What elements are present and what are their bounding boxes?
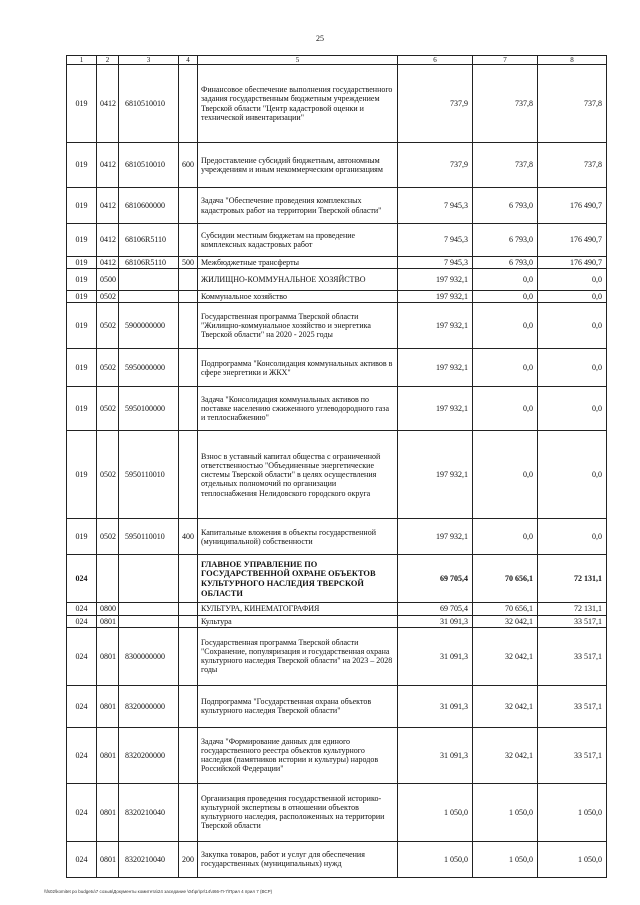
description-cell: Подпрограмма "Консолидация коммунальных активов в сфере энергетики и ЖКХ" bbox=[198, 349, 398, 387]
header-col-3: 3 bbox=[119, 56, 179, 65]
amount-year3-cell: 1 050,0 bbox=[538, 783, 607, 841]
amount-year1-cell: 69 705,4 bbox=[398, 603, 473, 615]
code-admin-cell: 019 bbox=[67, 303, 97, 349]
amount-year3-cell: 33 517,1 bbox=[538, 727, 607, 783]
file-path-footer: \\fs02\komitet po budgetu\7 созыв\Документы комитета\24 заседание \04\pr\pr\14\466-П-7\Прил 4 прил 7 (ВСР) bbox=[44, 889, 273, 894]
code-admin-cell: 024 bbox=[67, 783, 97, 841]
code-target-article-cell bbox=[119, 555, 179, 603]
table-body bbox=[67, 65, 607, 878]
column-number-row bbox=[67, 56, 607, 65]
table-row bbox=[67, 555, 607, 603]
table-row bbox=[67, 727, 607, 783]
amount-year1-cell: 197 932,1 bbox=[398, 519, 473, 555]
amount-year3-cell: 176 490,7 bbox=[538, 257, 607, 269]
code-expense-type-cell bbox=[179, 303, 198, 349]
code-expense-type-cell: 200 bbox=[179, 841, 198, 877]
code-section-cell: 0502 bbox=[97, 349, 119, 387]
code-admin-cell: 024 bbox=[67, 603, 97, 615]
code-admin-cell: 024 bbox=[67, 727, 97, 783]
table-row bbox=[67, 349, 607, 387]
amount-year1-cell: 69 705,4 bbox=[398, 555, 473, 603]
code-section-cell bbox=[97, 555, 119, 603]
description-cell: ГЛАВНОЕ УПРАВЛЕНИЕ ПО ГОСУДАРСТВЕННОЙ ОХРАНЕ ОБЪЕКТОВ КУЛЬТУРНОГО НАСЛЕДИЯ ТВЕРСКОЙ ОБЛАСТИ bbox=[198, 555, 398, 603]
code-target-article-cell bbox=[119, 603, 179, 615]
code-target-article-cell: 5900000000 bbox=[119, 303, 179, 349]
table-row bbox=[67, 224, 607, 257]
amount-year1-cell: 1 050,0 bbox=[398, 841, 473, 877]
code-admin-cell: 019 bbox=[67, 224, 97, 257]
code-expense-type-cell bbox=[179, 188, 198, 224]
table-row bbox=[67, 685, 607, 727]
code-admin-cell: 019 bbox=[67, 188, 97, 224]
amount-year2-cell: 0,0 bbox=[473, 387, 538, 431]
description-cell: Закупка товаров, работ и услуг для обеспечения государственных (муниципальных) нужд bbox=[198, 841, 398, 877]
code-section-cell: 0412 bbox=[97, 224, 119, 257]
code-target-article-cell: 68106R5110 bbox=[119, 257, 179, 269]
amount-year3-cell: 0,0 bbox=[538, 291, 607, 303]
amount-year1-cell: 197 932,1 bbox=[398, 431, 473, 519]
code-section-cell: 0502 bbox=[97, 387, 119, 431]
header-col-1: 1 bbox=[67, 56, 97, 65]
header-col-8: 8 bbox=[538, 56, 607, 65]
header-col-7: 7 bbox=[473, 56, 538, 65]
amount-year1-cell: 197 932,1 bbox=[398, 291, 473, 303]
description-cell: Субсидии местным бюджетам на проведение комплексных кадастровых работ bbox=[198, 224, 398, 257]
code-admin-cell: 019 bbox=[67, 269, 97, 291]
amount-year2-cell: 0,0 bbox=[473, 291, 538, 303]
table-row bbox=[67, 615, 607, 627]
table-row bbox=[67, 841, 607, 877]
table-row bbox=[67, 257, 607, 269]
description-cell: ЖИЛИЩНО-КОММУНАЛЬНОЕ ХОЗЯЙСТВО bbox=[198, 269, 398, 291]
table-row bbox=[67, 519, 607, 555]
amount-year3-cell: 72 131,1 bbox=[538, 603, 607, 615]
amount-year2-cell: 1 050,0 bbox=[473, 841, 538, 877]
code-target-article-cell: 5950000000 bbox=[119, 349, 179, 387]
code-target-article-cell: 5950110010 bbox=[119, 431, 179, 519]
description-cell: Задача "Формирование данных для единого государственного реестра объектов культурного наследия (памятников истории и культуры) народов Российской Федерации" bbox=[198, 727, 398, 783]
amount-year1-cell: 197 932,1 bbox=[398, 349, 473, 387]
code-admin-cell: 024 bbox=[67, 615, 97, 627]
code-section-cell: 0801 bbox=[97, 783, 119, 841]
code-admin-cell: 019 bbox=[67, 257, 97, 269]
description-cell: Межбюджетные трансферты bbox=[198, 257, 398, 269]
amount-year1-cell: 197 932,1 bbox=[398, 387, 473, 431]
code-expense-type-cell bbox=[179, 615, 198, 627]
amount-year1-cell: 7 945,3 bbox=[398, 257, 473, 269]
description-cell: Задача "Обеспечение проведения комплексных кадастровых работ на территории Тверской области" bbox=[198, 188, 398, 224]
description-cell: Предоставление субсидий бюджетным, автономным учреждениям и иным некоммерческим организациям bbox=[198, 143, 398, 188]
amount-year2-cell: 32 042,1 bbox=[473, 685, 538, 727]
code-target-article-cell: 6810600000 bbox=[119, 188, 179, 224]
description-cell: Государственная программа Тверской области "Жилищно-коммунальное хозяйство и энергетика Тверской области" на 2020 - 2025 годы bbox=[198, 303, 398, 349]
code-admin-cell: 024 bbox=[67, 627, 97, 685]
amount-year2-cell: 32 042,1 bbox=[473, 627, 538, 685]
amount-year3-cell: 737,8 bbox=[538, 65, 607, 143]
description-cell: Финансовое обеспечение выполнения государственного задания государственным бюджетным учреждением Тверской области "Центр кадастровой оценки и технической инвентаризации" bbox=[198, 65, 398, 143]
code-section-cell: 0502 bbox=[97, 431, 119, 519]
amount-year1-cell: 7 945,3 bbox=[398, 188, 473, 224]
amount-year3-cell: 737,8 bbox=[538, 143, 607, 188]
code-expense-type-cell bbox=[179, 603, 198, 615]
description-cell: Государственная программа Тверской области "Сохранение, популяризация и государственная охрана культурного наследия Тверской области" на 2023 – 2028 годы bbox=[198, 627, 398, 685]
table-row bbox=[67, 291, 607, 303]
amount-year2-cell: 6 793,0 bbox=[473, 188, 538, 224]
amount-year1-cell: 31 091,3 bbox=[398, 627, 473, 685]
code-expense-type-cell bbox=[179, 685, 198, 727]
code-expense-type-cell bbox=[179, 269, 198, 291]
table-row bbox=[67, 143, 607, 188]
code-section-cell: 0502 bbox=[97, 303, 119, 349]
amount-year2-cell: 1 050,0 bbox=[473, 783, 538, 841]
table-row bbox=[67, 65, 607, 143]
description-cell: Организация проведения государственной историко-культурной экспертизы в отношении объектов культурного наследия, расположенных на территории Тверской области bbox=[198, 783, 398, 841]
amount-year3-cell: 0,0 bbox=[538, 519, 607, 555]
code-section-cell: 0801 bbox=[97, 727, 119, 783]
code-target-article-cell: 6810510010 bbox=[119, 65, 179, 143]
amount-year3-cell: 176 490,7 bbox=[538, 188, 607, 224]
amount-year1-cell: 7 945,3 bbox=[398, 224, 473, 257]
amount-year3-cell: 0,0 bbox=[538, 349, 607, 387]
table-row bbox=[67, 303, 607, 349]
code-admin-cell: 024 bbox=[67, 685, 97, 727]
code-target-article-cell: 8320210040 bbox=[119, 841, 179, 877]
code-section-cell: 0801 bbox=[97, 685, 119, 727]
code-target-article-cell bbox=[119, 615, 179, 627]
code-admin-cell: 024 bbox=[67, 555, 97, 603]
code-section-cell: 0801 bbox=[97, 841, 119, 877]
code-section-cell: 0801 bbox=[97, 627, 119, 685]
code-expense-type-cell: 400 bbox=[179, 519, 198, 555]
code-expense-type-cell: 600 bbox=[179, 143, 198, 188]
amount-year1-cell: 197 932,1 bbox=[398, 303, 473, 349]
amount-year3-cell: 0,0 bbox=[538, 431, 607, 519]
code-target-article-cell: 5950110010 bbox=[119, 519, 179, 555]
code-target-article-cell bbox=[119, 291, 179, 303]
amount-year3-cell: 72 131,1 bbox=[538, 555, 607, 603]
table-row bbox=[67, 387, 607, 431]
amount-year1-cell: 197 932,1 bbox=[398, 269, 473, 291]
code-section-cell: 0502 bbox=[97, 519, 119, 555]
description-cell: Капитальные вложения в объекты государственной (муниципальной) собственности bbox=[198, 519, 398, 555]
table-row bbox=[67, 627, 607, 685]
code-section-cell: 0412 bbox=[97, 143, 119, 188]
code-target-article-cell: 8300000000 bbox=[119, 627, 179, 685]
amount-year2-cell: 0,0 bbox=[473, 349, 538, 387]
code-expense-type-cell bbox=[179, 65, 198, 143]
code-admin-cell: 019 bbox=[67, 65, 97, 143]
table-row bbox=[67, 431, 607, 519]
code-target-article-cell: 5950100000 bbox=[119, 387, 179, 431]
code-expense-type-cell bbox=[179, 431, 198, 519]
code-admin-cell: 019 bbox=[67, 349, 97, 387]
header-col-4: 4 bbox=[179, 56, 198, 65]
amount-year3-cell: 0,0 bbox=[538, 303, 607, 349]
amount-year2-cell: 6 793,0 bbox=[473, 224, 538, 257]
amount-year2-cell: 737,8 bbox=[473, 65, 538, 143]
budget-table bbox=[66, 55, 607, 878]
code-expense-type-cell bbox=[179, 727, 198, 783]
code-admin-cell: 019 bbox=[67, 431, 97, 519]
code-expense-type-cell bbox=[179, 387, 198, 431]
amount-year3-cell: 176 490,7 bbox=[538, 224, 607, 257]
description-cell: КУЛЬТУРА, КИНЕМАТОГРАФИЯ bbox=[198, 603, 398, 615]
amount-year2-cell: 70 656,1 bbox=[473, 555, 538, 603]
code-target-article-cell: 8320200000 bbox=[119, 727, 179, 783]
description-cell: Культура bbox=[198, 615, 398, 627]
code-section-cell: 0500 bbox=[97, 269, 119, 291]
table-row bbox=[67, 269, 607, 291]
page-number: 25 bbox=[316, 34, 324, 43]
code-expense-type-cell bbox=[179, 349, 198, 387]
code-section-cell: 0412 bbox=[97, 65, 119, 143]
amount-year1-cell: 737,9 bbox=[398, 143, 473, 188]
code-admin-cell: 019 bbox=[67, 291, 97, 303]
amount-year1-cell: 31 091,3 bbox=[398, 615, 473, 627]
code-expense-type-cell bbox=[179, 291, 198, 303]
code-target-article-cell bbox=[119, 269, 179, 291]
amount-year2-cell: 32 042,1 bbox=[473, 727, 538, 783]
header-col-2: 2 bbox=[97, 56, 119, 65]
code-expense-type-cell bbox=[179, 224, 198, 257]
code-expense-type-cell bbox=[179, 555, 198, 603]
amount-year1-cell: 31 091,3 bbox=[398, 727, 473, 783]
description-cell: Подпрограмма "Государственная охрана объектов культурного наследия Тверской области" bbox=[198, 685, 398, 727]
code-admin-cell: 019 bbox=[67, 519, 97, 555]
code-target-article-cell: 8320210040 bbox=[119, 783, 179, 841]
code-expense-type-cell: 500 bbox=[179, 257, 198, 269]
amount-year2-cell: 0,0 bbox=[473, 431, 538, 519]
code-expense-type-cell bbox=[179, 627, 198, 685]
table-row bbox=[67, 603, 607, 615]
table-row bbox=[67, 783, 607, 841]
amount-year2-cell: 32 042,1 bbox=[473, 615, 538, 627]
amount-year1-cell: 737,9 bbox=[398, 65, 473, 143]
code-admin-cell: 019 bbox=[67, 387, 97, 431]
code-section-cell: 0801 bbox=[97, 615, 119, 627]
code-expense-type-cell bbox=[179, 783, 198, 841]
code-section-cell: 0412 bbox=[97, 257, 119, 269]
amount-year3-cell: 0,0 bbox=[538, 387, 607, 431]
amount-year3-cell: 0,0 bbox=[538, 269, 607, 291]
amount-year3-cell: 1 050,0 bbox=[538, 841, 607, 877]
amount-year2-cell: 0,0 bbox=[473, 269, 538, 291]
amount-year2-cell: 737,8 bbox=[473, 143, 538, 188]
description-cell: Коммунальное хозяйство bbox=[198, 291, 398, 303]
description-cell: Задача "Консолидация коммунальных активов по поставке населению сжиженного углеводородного газа и теплоснабжению" bbox=[198, 387, 398, 431]
amount-year2-cell: 0,0 bbox=[473, 303, 538, 349]
code-target-article-cell: 68106R5110 bbox=[119, 224, 179, 257]
amount-year1-cell: 31 091,3 bbox=[398, 685, 473, 727]
code-section-cell: 0800 bbox=[97, 603, 119, 615]
header-col-6: 6 bbox=[398, 56, 473, 65]
code-target-article-cell: 8320000000 bbox=[119, 685, 179, 727]
amount-year1-cell: 1 050,0 bbox=[398, 783, 473, 841]
amount-year3-cell: 33 517,1 bbox=[538, 627, 607, 685]
code-admin-cell: 024 bbox=[67, 841, 97, 877]
amount-year2-cell: 6 793,0 bbox=[473, 257, 538, 269]
amount-year3-cell: 33 517,1 bbox=[538, 615, 607, 627]
code-target-article-cell: 6810510010 bbox=[119, 143, 179, 188]
amount-year3-cell: 33 517,1 bbox=[538, 685, 607, 727]
amount-year2-cell: 0,0 bbox=[473, 519, 538, 555]
code-admin-cell: 019 bbox=[67, 143, 97, 188]
table-row bbox=[67, 188, 607, 224]
code-section-cell: 0502 bbox=[97, 291, 119, 303]
description-cell: Взнос в уставный капитал общества с ограниченной ответственностью "Объединенные энергетические системы Тверской области" в целях осуществления отдельных полномочий по организации теплоснабжения Нелидовского городского округа bbox=[198, 431, 398, 519]
code-section-cell: 0412 bbox=[97, 188, 119, 224]
header-col-5: 5 bbox=[198, 56, 398, 65]
amount-year2-cell: 70 656,1 bbox=[473, 603, 538, 615]
